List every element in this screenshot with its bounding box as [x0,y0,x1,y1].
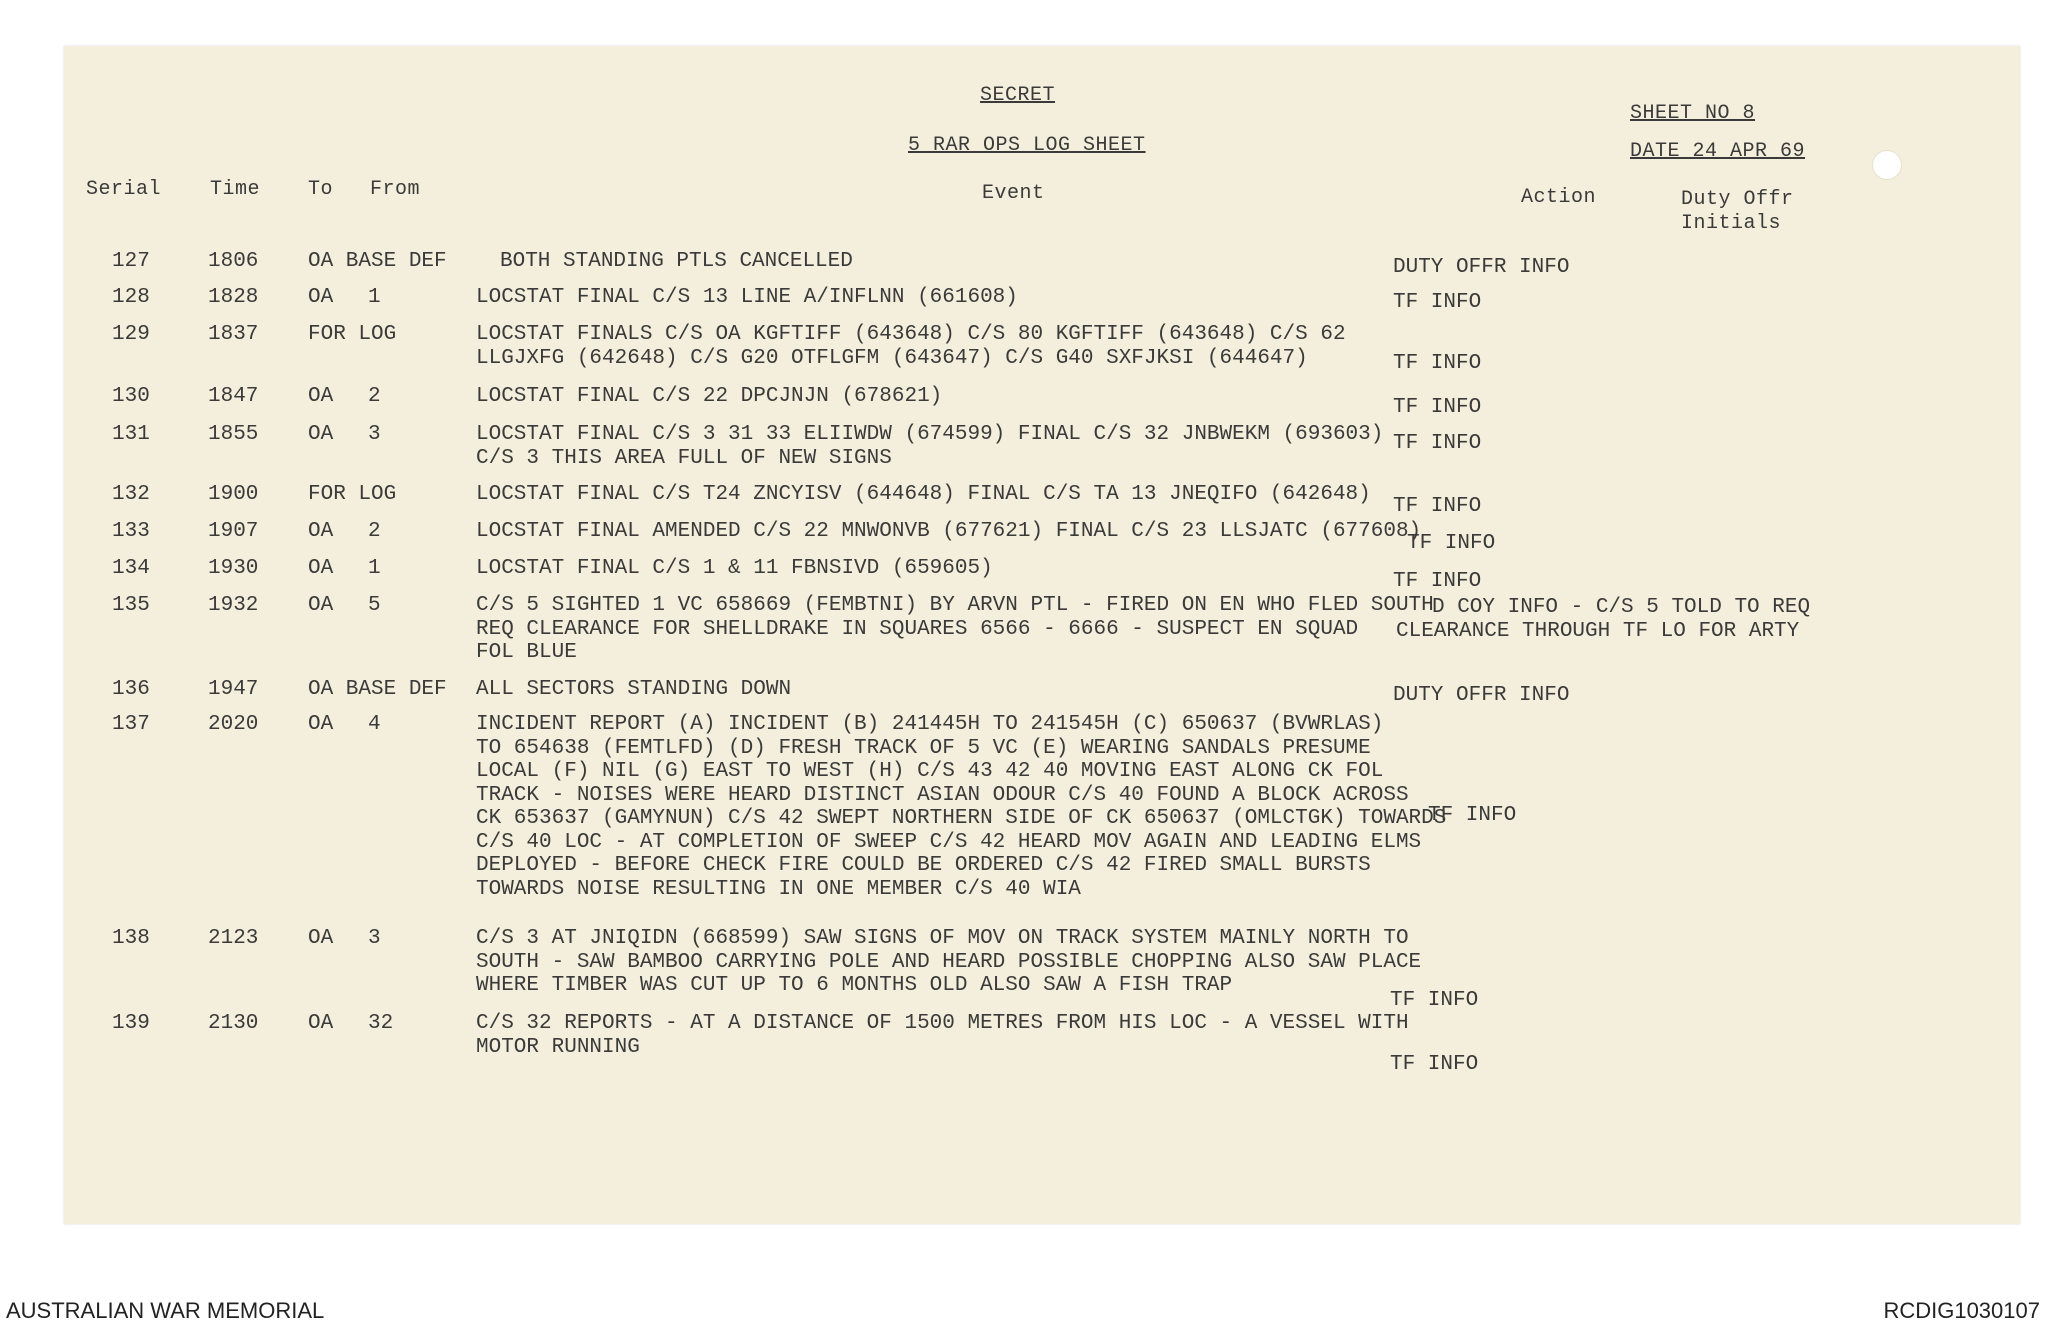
row-serial: 127 [112,250,150,273]
footer-source: AUSTRALIAN WAR MEMORIAL [6,1298,325,1323]
row-event-line: LOCSTAT FINALS C/S OA KGFTIFF (643648) C/S 80 KGFTIFF (643648) C/S 62 [476,323,1346,346]
col-header-from: From [370,178,421,201]
row-serial: 130 [112,385,150,408]
row-action: TF INFO [1390,989,1479,1012]
row-event-line: TO 654638 (FEMTLFD) (D) FRESH TRACK OF 5 VC (E) WEARING SANDALS PRESUME [476,736,1371,760]
row-serial: 137 [112,713,150,736]
sheet-title: 5 RAR OPS LOG SHEET [908,134,1146,157]
row-from: 1 [368,286,381,309]
col-header-action: Action [1521,186,1597,209]
row-time: 1900 [208,483,259,506]
row-action: TF INFO [1393,291,1482,314]
row-to: OA [308,927,334,950]
row-to: FOR LOG [308,483,397,506]
row-event-line: INCIDENT REPORT (A) INCIDENT (B) 241445H TO 241545H (C) 650637 (BVWRLAS) [476,713,1384,736]
row-serial: 129 [112,323,150,346]
row-from: 3 [368,423,381,446]
row-time: 2020 [208,713,259,736]
row-to: OA [308,520,334,543]
row-from: 3 [368,927,381,950]
row-action: TF INFO [1407,532,1496,555]
row-event-line: LOCSTAT FINAL C/S 22 DPCJNJN (678621) [476,385,943,408]
row-event-line: SOUTH - SAW BAMBOO CARRYING POLE AND HEARD POSSIBLE CHOPPING ALSO SAW PLACE [476,950,1422,974]
row-serial: 136 [112,678,150,701]
col-header-initials: Initials [1681,212,1782,235]
row-to: OA [308,713,334,736]
row-serial: 133 [112,520,150,543]
punch-hole [1872,150,1902,180]
row-time: 2123 [208,927,259,950]
row-event-line: LOCSTAT FINAL C/S T24 ZNCYISV (644648) FINAL C/S TA 13 JNEQIFO (642648) [476,483,1371,506]
row-time: 1828 [208,286,259,309]
row-from: 4 [368,713,381,736]
row-event-line: LOCSTAT FINAL AMENDED C/S 22 MNWONVB (677621) FINAL C/S 23 LLSJATC (677608) [476,520,1422,543]
col-header-to: To [308,178,334,201]
row-action: TF INFO [1390,1053,1479,1076]
row-to: OA [308,1012,334,1035]
col-header-duty-offr: Duty Offr [1681,188,1794,211]
row-event-line: LOCSTAT FINAL C/S 1 & 11 FBNSIVD (659605) [476,557,993,580]
row-action-line: CLEARANCE THROUGH TF LO FOR ARTY [1396,619,1800,643]
row-time: 1806 [208,250,259,273]
row-from: 2 [368,520,381,543]
row-event-line: LOCSTAT FINAL C/S 13 LINE A/INFLNN (661608) [476,286,1018,309]
row-event-line: REQ CLEARANCE FOR SHELLDRAKE IN SQUARES 6566 - 6666 - SUSPECT EN SQUAD [476,617,1359,641]
row-event-line: TRACK - NOISES WERE HEARD DISTINCT ASIAN ODOUR C/S 40 FOUND A BLOCK ACROSS [476,783,1409,807]
row-action: TF INFO [1393,432,1482,455]
row-serial: 139 [112,1012,150,1035]
col-header-serial: Serial [86,178,162,201]
row-action: TF INFO [1393,396,1482,419]
sheet-number: SHEET NO 8 [1630,102,1756,125]
row-event-line: BOTH STANDING PTLS CANCELLED [500,250,853,273]
row-event-line: MOTOR RUNNING [476,1035,640,1059]
row-action: TF INFO [1393,495,1482,518]
footer-reference: RCDIG1030107 [1883,1298,2040,1323]
row-event-line: C/S 40 LOC - AT COMPLETION OF SWEEP C/S 42 HEARD MOV AGAIN AND LEADING ELMS [476,830,1422,854]
row-event-line: DEPLOYED - BEFORE CHECK FIRE COULD BE ORDERED C/S 42 FIRED SMALL BURSTS [476,854,1371,877]
row-event-line: C/S 3 THIS AREA FULL OF NEW SIGNS [476,446,892,470]
row-to: OA [308,385,334,408]
row-to: FOR LOG [308,323,397,346]
row-serial: 132 [112,483,150,506]
row-action: TF INFO [1393,352,1482,375]
row-event-line: C/S 5 SIGHTED 1 VC 658669 (FEMBTNI) BY ARVN PTL - FIRED ON EN WHO FLED SOUTH [476,594,1434,617]
row-time: 1947 [208,678,259,701]
row-from: 5 [368,594,381,617]
row-from: 1 [368,557,381,580]
row-serial: 138 [112,927,150,950]
row-event-line: FOL BLUE [476,641,577,664]
row-from: 2 [368,385,381,408]
row-serial: 128 [112,286,150,309]
row-time: 1855 [208,423,259,446]
row-event-line: TOWARDS NOISE RESULTING IN ONE MEMBER C/S 40 WIA [476,877,1081,901]
row-to: OA [308,423,334,446]
row-action: TF INFO [1428,804,1517,827]
row-event-line: CK 653637 (GAMYNUN) C/S 42 SWEPT NORTHERN SIDE OF CK 650637 (OMLCTGK) TOWARDS [476,807,1447,830]
row-time: 1932 [208,594,259,617]
row-event-line: C/S 3 AT JNIQIDN (668599) SAW SIGNS OF MOV ON TRACK SYSTEM MAINLY NORTH TO [476,927,1409,950]
row-action-line: D COY INFO - C/S 5 TOLD TO REQ [1432,596,1811,619]
classification-heading: SECRET [980,84,1056,107]
row-to: OA [308,286,334,309]
row-event-line: LOCAL (F) NIL (G) EAST TO WEST (H) C/S 43 42 40 MOVING EAST ALONG CK FOL [476,760,1384,783]
row-time: 1930 [208,557,259,580]
row-event-line: C/S 32 REPORTS - AT A DISTANCE OF 1500 METRES FROM HIS LOC - A VESSEL WITH [476,1012,1409,1035]
row-to: OA BASE DEF [308,250,447,273]
row-time: 1847 [208,385,259,408]
log-sheet-paper [64,46,2020,1224]
row-to: OA [308,557,334,580]
row-action: TF INFO [1393,570,1482,593]
row-time: 2130 [208,1012,259,1035]
row-time: 1907 [208,520,259,543]
row-time: 1837 [208,323,259,346]
sheet-date: DATE 24 APR 69 [1630,140,1806,163]
row-event-line: LLGJXFG (642648) C/S G20 OTFLGFM (643647) C/S G40 SXFJKSI (644647) [476,346,1308,370]
row-to: OA [308,594,334,617]
row-event-line: LOCSTAT FINAL C/S 3 31 33 ELIIWDW (674599) FINAL C/S 32 JNBWEKM (693603) [476,423,1384,446]
row-event-line: ALL SECTORS STANDING DOWN [476,678,792,701]
col-header-time: Time [210,178,261,201]
row-serial: 135 [112,594,150,617]
col-header-event: Event [982,182,1045,205]
row-to: OA BASE DEF [308,678,447,701]
row-action: DUTY OFFR INFO [1393,684,1570,707]
row-event-line: WHERE TIMBER WAS CUT UP TO 6 MONTHS OLD ALSO SAW A FISH TRAP [476,974,1233,997]
row-from: 32 [368,1012,394,1035]
row-serial: 134 [112,557,150,580]
row-serial: 131 [112,423,150,446]
row-action: DUTY OFFR INFO [1393,256,1570,279]
